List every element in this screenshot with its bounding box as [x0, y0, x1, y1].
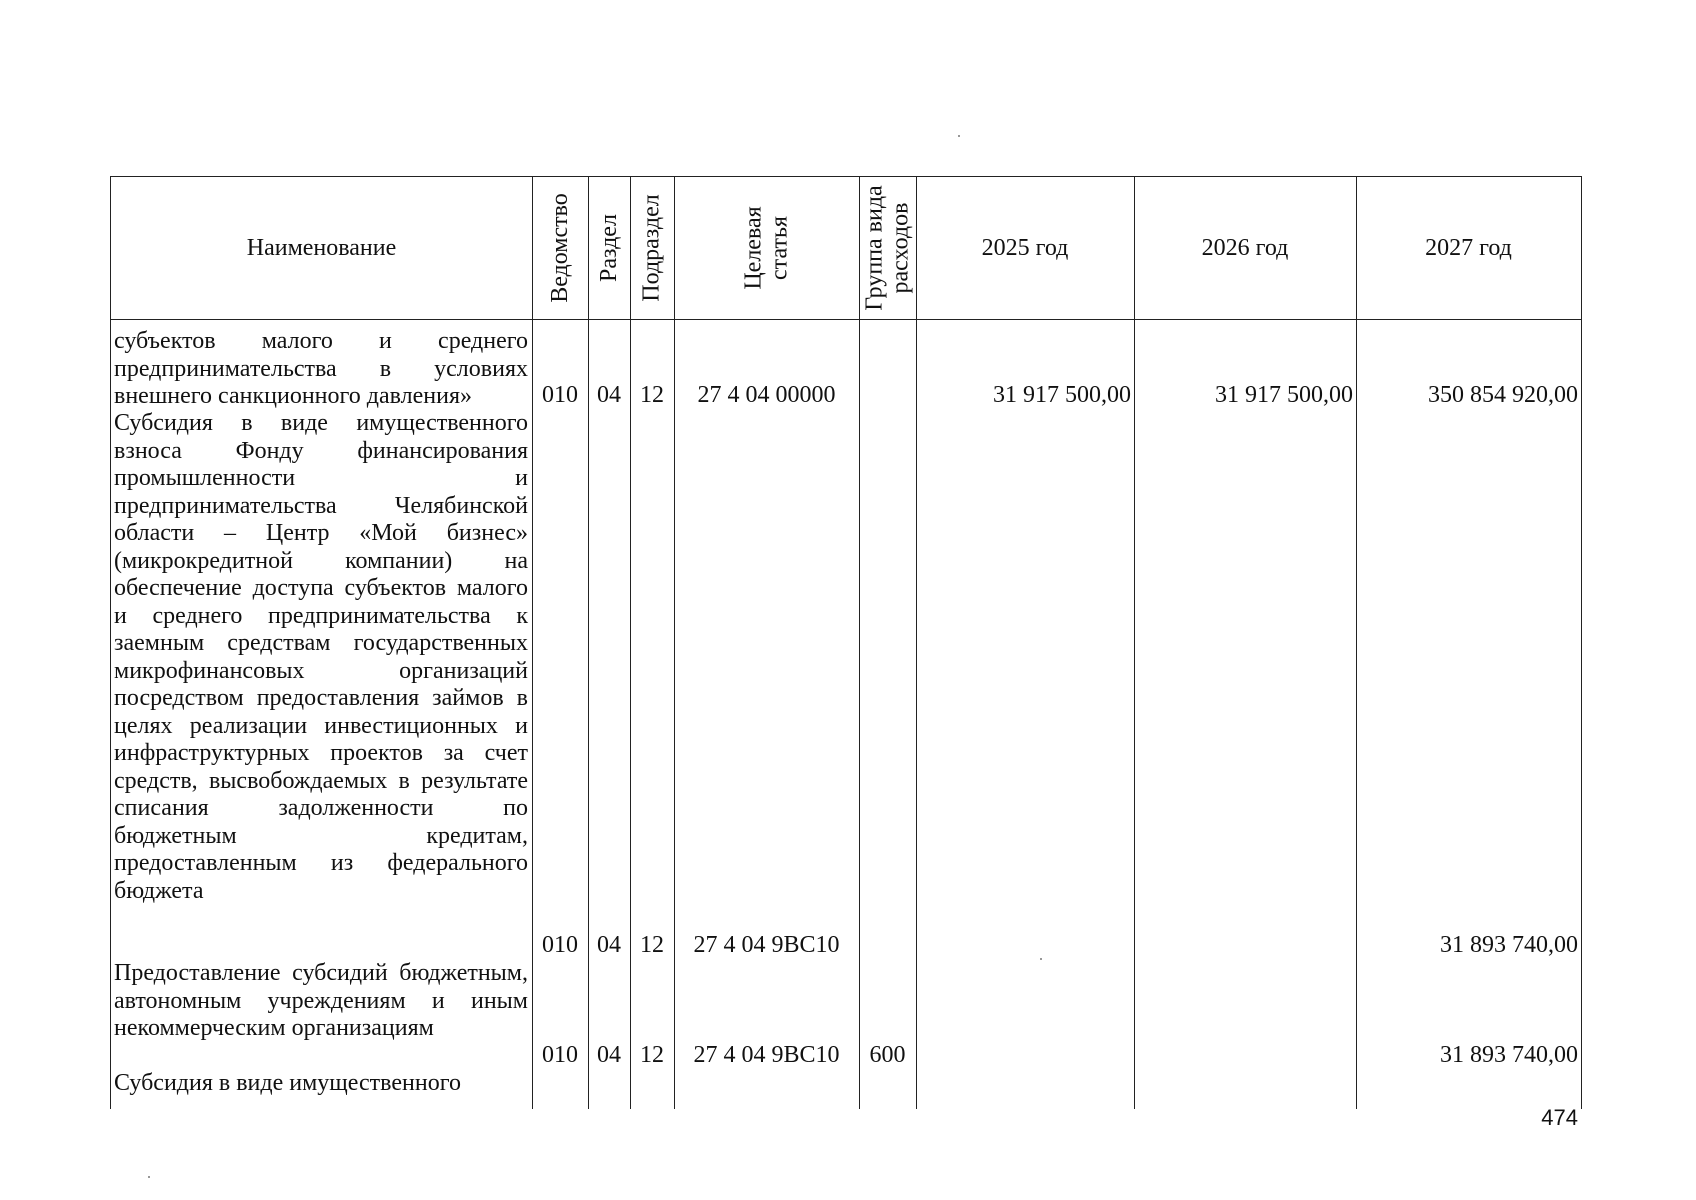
header-2026: 2026 год [1201, 234, 1289, 261]
row-vedomstvo: 010 [542, 932, 578, 958]
header-2027: 2027 год [1425, 234, 1512, 261]
header-celevaya-line2: статья [766, 216, 793, 280]
row-podrazdel: 12 [640, 1042, 664, 1068]
row-vedomstvo: 010 [542, 382, 578, 408]
header-divider [111, 319, 1581, 320]
budget-table [110, 176, 1582, 1109]
row-name: Субсидия в виде имущественного [114, 1070, 461, 1096]
row-celevaya: 27 4 04 9ВС10 [693, 932, 840, 958]
row-razdel: 04 [597, 1042, 621, 1068]
header-podrazdel-label: Подраздел [639, 194, 666, 302]
row-name: Субсидия в виде имущественного взноса Фонду финансирования промышленности и предпринимательства Челябинской области – Центр «Мой бизнес» (микрокредитной компании) на обеспечение доступа субъектов малого и среднего предпринимательства к заемным средствам государственных микрофинансовых организаций посредством предоставления займов в целях реализации инвестиционных и инфраструктурных проектов за счет средств, высвобождаемых в результате списания задолженности по бюджетным кредитам, предоставленным из федерального бюджета [114, 410, 528, 904]
row-celevaya: 27 4 04 00000 [697, 382, 836, 408]
row-podrazdel: 12 [640, 382, 664, 408]
row-2027: 31 893 740,00 [1440, 1042, 1578, 1068]
header-celevaya-label [740, 206, 792, 289]
row-vedomstvo: 010 [542, 1042, 578, 1068]
header-razdel-label: Раздел [596, 214, 623, 282]
row-2027: 350 854 920,00 [1428, 382, 1578, 408]
header-gruppa-line1: Группа вида [861, 185, 888, 311]
row-podrazdel: 12 [640, 932, 664, 958]
row-2026: 31 917 500,00 [1215, 382, 1353, 408]
scan-speck [148, 1176, 150, 1178]
header-2025: 2025 год [981, 234, 1069, 261]
header-gruppa-line2: расходов [887, 202, 914, 294]
row-name: Предоставление субсидий бюджетным, автономным учреждениям и иным некоммерческим организациям [114, 960, 528, 1041]
header-celevaya [674, 177, 859, 319]
header-gruppa-label [862, 185, 914, 310]
row-razdel: 04 [597, 932, 621, 958]
header-vedomstvo-label: Ведомство [547, 193, 573, 303]
scan-speck [1040, 958, 1042, 960]
header-celevaya-line1: Целевая [740, 206, 767, 290]
header-podrazdel [630, 177, 674, 319]
header-vedomstvo [532, 177, 588, 319]
page-number: 474 [1541, 1105, 1578, 1130]
row-2025: 31 917 500,00 [993, 382, 1131, 408]
header-gruppa [859, 177, 916, 319]
row-name: субъектов малого и среднего предпринимательства в условиях внешнего санкционного давления» [114, 328, 528, 409]
header-razdel [588, 177, 630, 319]
scan-speck [958, 135, 960, 137]
row-celevaya: 27 4 04 9ВС10 [693, 1042, 840, 1068]
row-2027: 31 893 740,00 [1440, 932, 1578, 958]
row-gruppa: 600 [869, 1042, 906, 1068]
row-razdel: 04 [597, 382, 621, 408]
header-name: Наименование [246, 234, 397, 261]
